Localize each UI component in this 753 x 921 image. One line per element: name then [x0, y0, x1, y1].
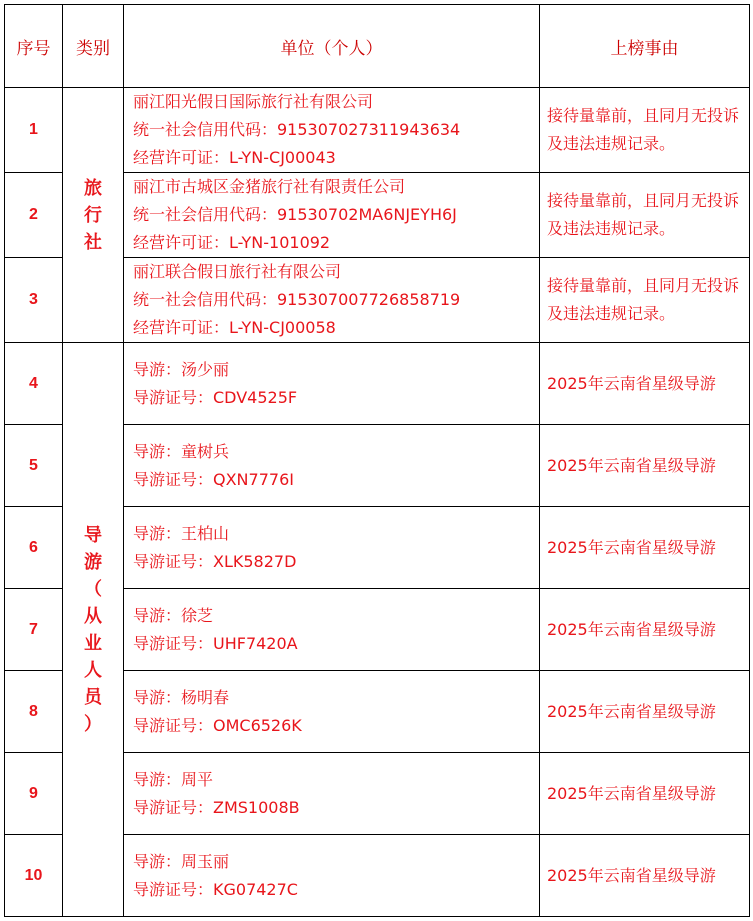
reason-cell: 2025年云南省星级导游: [540, 835, 750, 917]
guide-name: 导游：汤少丽: [133, 359, 230, 379]
credit-code: 统一社会信用代码：915307027311943634: [133, 120, 461, 139]
category-tour-guide: 导 游 （ 从 业 人 员 ）: [63, 343, 124, 917]
guide-cert: 导游证号：OMC6526K: [133, 715, 302, 735]
guide-name: 导游：童树兵: [133, 441, 230, 461]
row-seq: 10: [5, 835, 63, 917]
unit-cell: [124, 589, 540, 671]
guide-cert: 导游证号：CDV4525F: [133, 387, 298, 407]
unit-cell: [124, 343, 540, 425]
guide-cert: 导游证号：QXN7776I: [133, 469, 294, 489]
row-seq: 7: [5, 589, 63, 671]
guide-name: 导游：王柏山: [133, 523, 230, 543]
row-seq: 3: [5, 258, 63, 343]
table-row: [5, 343, 750, 425]
guide-cert: 导游证号：XLK5827D: [133, 551, 297, 571]
reason-cell: 2025年云南省星级导游: [540, 507, 750, 589]
row-seq: 6: [5, 507, 63, 589]
unit-cell: [124, 88, 540, 173]
agency-name: 丽江阳光假日国际旅行社有限公司: [133, 92, 374, 111]
guide-name: 导游：杨明春: [133, 687, 230, 707]
credit-code: 统一社会信用代码：915307007726858719: [133, 290, 461, 309]
guide-name: 导游：周平: [133, 769, 214, 789]
header-row: [5, 5, 750, 88]
row-seq: 8: [5, 671, 63, 753]
unit-cell: [124, 753, 540, 835]
guide-cert: 导游证号：UHF7420A: [133, 633, 298, 653]
unit-cell: [124, 671, 540, 753]
category-travel-agency: 旅 行 社: [63, 88, 124, 343]
row-seq: 1: [5, 88, 63, 173]
header-reason: 上榜事由: [540, 5, 750, 88]
reason-cell: 2025年云南省星级导游: [540, 343, 750, 425]
header-seq: 序号: [5, 5, 63, 88]
reason-cell: 2025年云南省星级导游: [540, 425, 750, 507]
row-seq: 5: [5, 425, 63, 507]
unit-cell: [124, 173, 540, 258]
reason-cell: 接待量靠前，且同月无投诉及违法违规记录。: [540, 173, 750, 258]
row-seq: 4: [5, 343, 63, 425]
honor-list-table: [4, 4, 750, 917]
reason-cell: 接待量靠前，且同月无投诉及违法违规记录。: [540, 88, 750, 173]
guide-cert: 导游证号：KG07427C: [133, 879, 298, 899]
reason-cell: 2025年云南省星级导游: [540, 753, 750, 835]
guide-cert: 导游证号：ZMS1008B: [133, 797, 300, 817]
reason-cell: 2025年云南省星级导游: [540, 671, 750, 753]
unit-cell: [124, 258, 540, 343]
guide-name: 导游：徐芝: [133, 605, 214, 625]
row-seq: 9: [5, 753, 63, 835]
unit-cell: [124, 507, 540, 589]
unit-cell: [124, 425, 540, 507]
unit-cell: [124, 835, 540, 917]
header-unit: 单位（个人）: [124, 5, 540, 88]
reason-cell: 接待量靠前，且同月无投诉及违法违规记录。: [540, 258, 750, 343]
license-number: 经营许可证：L-YN-CJ00043: [133, 148, 336, 167]
table-row: [5, 88, 750, 173]
agency-name: 丽江联合假日旅行社有限公司: [133, 262, 342, 281]
header-category: 类别: [63, 5, 124, 88]
guide-name: 导游：周玉丽: [133, 851, 230, 871]
agency-name: 丽江市古城区金猪旅行社有限责任公司: [133, 177, 406, 196]
reason-cell: 2025年云南省星级导游: [540, 589, 750, 671]
license-number: 经营许可证：L-YN-CJ00058: [133, 318, 336, 337]
license-number: 经营许可证：L-YN-101092: [133, 233, 331, 252]
row-seq: 2: [5, 173, 63, 258]
credit-code: 统一社会信用代码：91530702MA6NJEYH6J: [133, 205, 457, 224]
